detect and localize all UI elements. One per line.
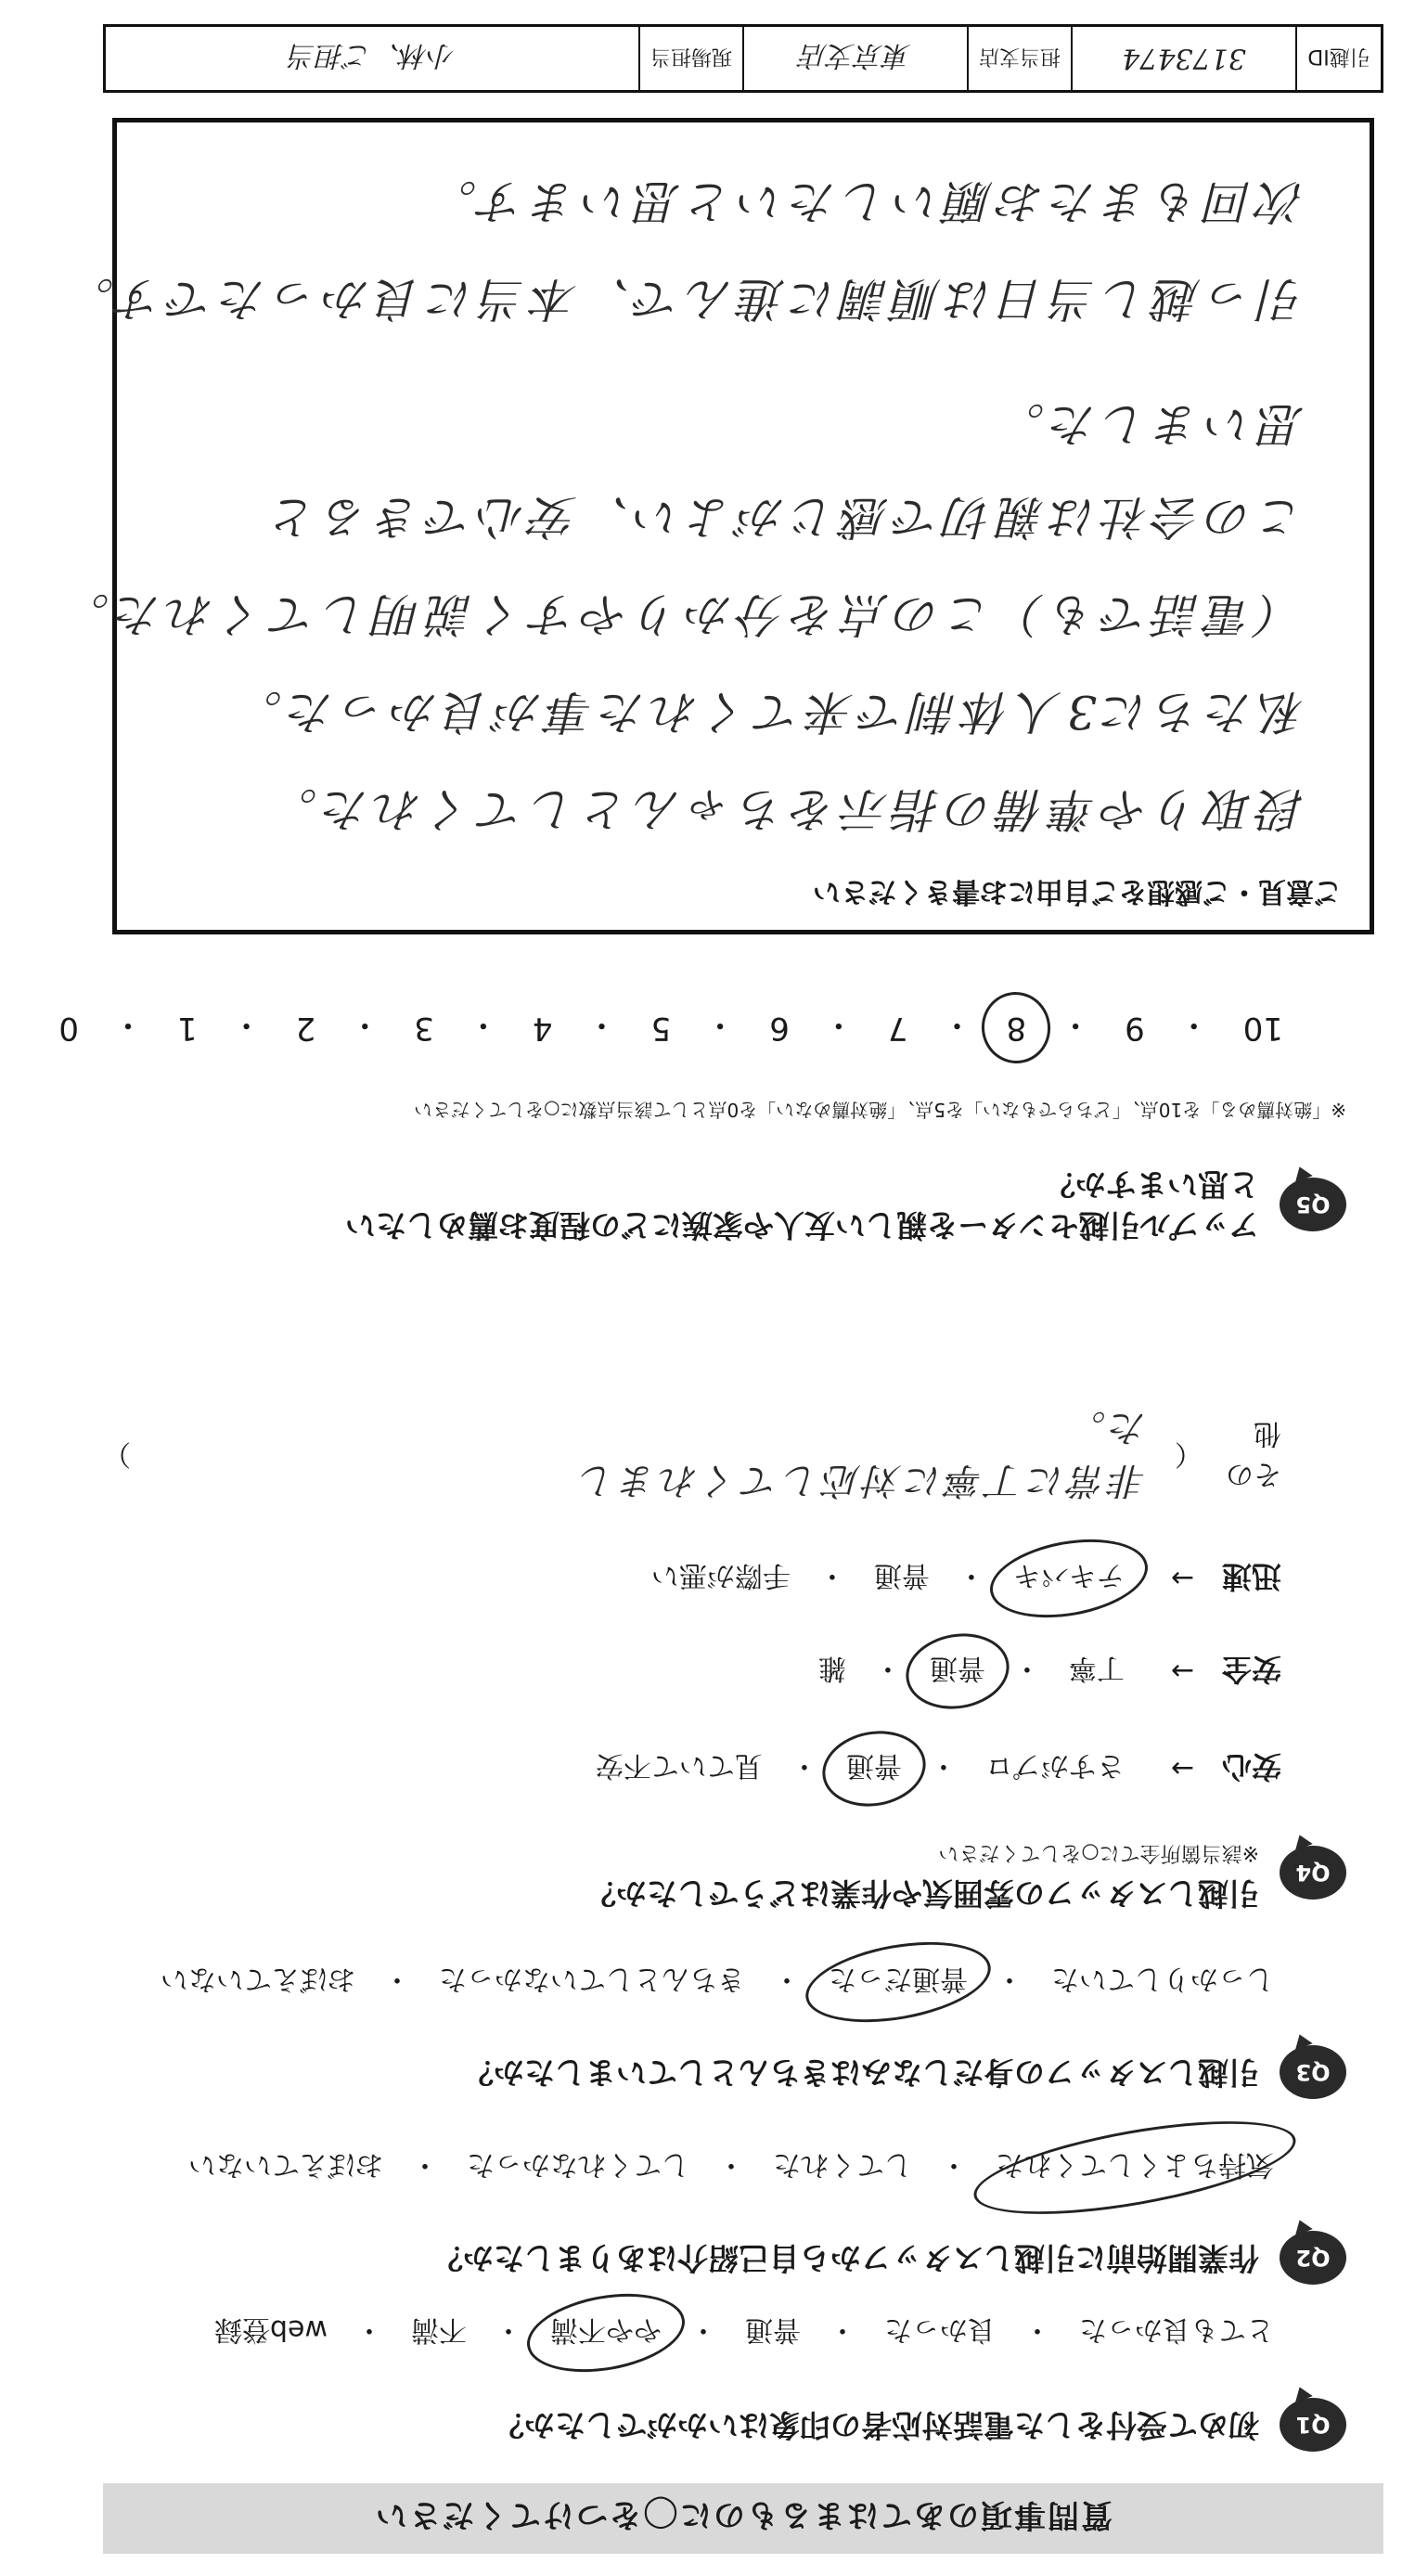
q5-question: アップル引越センターを親しい友人や家族にどの程度お薦めしたいと思いますか？ — [344, 1166, 1259, 1243]
q2-option-selected[interactable]: 気持ちよくしてくれた — [988, 2144, 1281, 2192]
q1-option[interactable]: 普通 — [745, 2313, 801, 2346]
q5-scale: 10 ・ 9 ・ 8 ・ 7 ・ 6 ・ 5 ・ 4 ・ 3 ・ 2 ・ 1 ・ 0 — [51, 1005, 1291, 1050]
q4-question-block — [585, 1832, 1259, 1913]
arrow-icon: → — [1170, 1562, 1194, 1595]
manager-label: 現場担当 — [638, 27, 742, 90]
comment-line: この会社は親切で感じがよい、安心できると — [265, 490, 1305, 544]
q2-header — [432, 2231, 1346, 2285]
q4-other: その他 （ 非常に丁寧に対応してくれました。 ） — [103, 1404, 1281, 1510]
comment-line: 次回もまたお願いしたいと思います。 — [425, 174, 1305, 228]
q3-options: しっかりしていた ・ 普通だった ・ きちんとしていなかった ・ おぼえていない — [153, 1958, 1281, 2006]
q4-question: 引越しスタッフの雰囲気や作業はどうでしたか？ — [585, 1875, 1259, 1912]
comment-line: 引っ越し当日は順調に進んで、本当に良かったです。 — [62, 272, 1305, 326]
q4-note: ※該当箇所全てに○をしてください — [938, 1841, 1259, 1864]
q4-option[interactable]: さすがプロ — [984, 1749, 1125, 1782]
q5-badge: Q5 — [1280, 1178, 1346, 1231]
q3-option[interactable]: きちんとしていなかった — [439, 1963, 745, 1995]
comment-line: （電話でも）この点を分かりやすく説明してくれた。 — [58, 587, 1305, 641]
q3-badge: Q3 — [1280, 2045, 1346, 2099]
comment-line: 思いました。 — [993, 397, 1305, 451]
q3-question: 引越しスタッフの身だしなみはきちんとしていましたか？ — [463, 2054, 1259, 2091]
q4-option-selected[interactable]: 普通 — [839, 1745, 909, 1793]
q5-score[interactable]: 5 — [650, 1010, 672, 1047]
q1-option[interactable]: とても良かった — [1079, 2313, 1274, 2346]
q4-option-selected[interactable]: 普通 — [922, 1647, 993, 1695]
q2-badge: Q2 — [1280, 2231, 1346, 2285]
q5-note: ※「絶対薦める」を10点、「どちらでもない」を5点、「絶対薦めない」を0点として該当点数に○をしてください — [414, 1099, 1346, 1121]
q4-other-label: その他 — [1226, 1417, 1281, 1490]
q1-option[interactable]: 良かった — [884, 2313, 996, 2346]
q5-score[interactable]: 10 — [1242, 1010, 1283, 1047]
q5-score[interactable]: 3 — [414, 1010, 434, 1047]
q4-option[interactable]: 見ていて不安 — [595, 1749, 763, 1782]
q3-option[interactable]: しっかりしていた — [1051, 1963, 1274, 1995]
q4-header — [585, 1832, 1346, 1913]
q5-score[interactable]: 6 — [769, 1010, 790, 1047]
q2-options: 気持ちよくしてくれた ・ してくれた ・ してくれなかった ・ おぼえていない — [181, 2144, 1281, 2192]
q1-badge: Q1 — [1280, 2398, 1346, 2452]
q1-options: とても良かった ・ 良かった ・ 普通 ・ やや不満 ・ 不満 ・ web登録 — [207, 2309, 1281, 2357]
instructions-banner: 質問事項のあてはまるものに◯をつけてください — [103, 2483, 1383, 2554]
q3-option[interactable]: おぼえていない — [161, 1963, 355, 1995]
q2-option[interactable]: おぼえていない — [188, 2148, 383, 2181]
q1-option[interactable]: 不満 — [411, 2313, 467, 2346]
q3-option-selected[interactable]: 普通だった — [821, 1958, 975, 2006]
q1-question: 初めて受付をした電話対応者の印象はいかがでしたか？ — [494, 2407, 1259, 2443]
branch-value: 東京支店 — [742, 27, 967, 90]
comment-line: 段取りや準備の指示をちゃんとしてくれた。 — [265, 782, 1305, 836]
q5-score[interactable]: 4 — [532, 1010, 553, 1047]
q5-score[interactable]: 0 — [58, 1010, 79, 1047]
comments-box[interactable] — [58, 118, 1374, 934]
comment-line: 私たちに3人体制で来てくれた事が良かった。 — [230, 685, 1305, 739]
q5-score-selected[interactable]: 8 — [998, 1005, 1034, 1050]
q4-badge: Q4 — [1280, 1846, 1346, 1900]
q4-row-label: 迅速 — [1221, 1559, 1281, 1594]
id-label: 引越ID — [1295, 27, 1381, 90]
q4-option[interactable]: 普通 — [873, 1559, 930, 1591]
q2-option[interactable]: してくれた — [773, 2148, 912, 2181]
q2-option[interactable]: してくれなかった — [467, 2148, 689, 2181]
arrow-icon: → — [1170, 1752, 1194, 1785]
q5-score[interactable]: 1 — [176, 1010, 198, 1047]
manager-value: 小林、ご担当 — [289, 39, 456, 71]
office-use-footer — [103, 24, 1383, 93]
q4-other-text[interactable]: 非常に丁寧に対応してくれました。 — [574, 1406, 1147, 1501]
q5-score[interactable]: 7 — [887, 1010, 908, 1047]
comments-title: ご意見・ご感想をご自由にお書きください — [813, 875, 1342, 908]
q1-option-selected[interactable]: やや不満 — [543, 2309, 669, 2357]
q4-row-label: 安心 — [1221, 1749, 1281, 1784]
id-value: 3173474 — [1071, 27, 1295, 90]
q4-option[interactable]: 雑 — [817, 1652, 846, 1684]
q3-header — [463, 2045, 1346, 2099]
q5-score[interactable]: 9 — [1125, 1010, 1145, 1047]
branch-label: 担当支店 — [967, 27, 1071, 90]
q4-row-anshin: 安心 → さすがプロ ・ 普通 ・ 見ていて不安 — [588, 1745, 1281, 1793]
q4-option[interactable]: 手際が悪い — [650, 1559, 791, 1591]
q4-row-anzen: 安全 → 丁寧 ・ 普通 ・ 雑 — [811, 1647, 1281, 1695]
q1-option[interactable]: web登録 — [213, 2313, 328, 2346]
q4-option-selected[interactable]: テキパキ — [1006, 1554, 1132, 1603]
q4-option[interactable]: 丁寧 — [1068, 1652, 1125, 1684]
q4-row-label: 安全 — [1221, 1652, 1281, 1687]
survey-card — [58, 11, 1383, 2563]
arrow-icon: → — [1170, 1655, 1194, 1688]
q5-score[interactable]: 2 — [295, 1010, 316, 1047]
q2-question: 作業開始前に引越しスタッフから自己紹介はありましたか？ — [432, 2240, 1259, 2276]
q1-header — [494, 2398, 1346, 2452]
q5-header — [331, 1164, 1346, 1245]
q4-row-jinsoku: 迅速 → テキパキ ・ 普通 ・ 手際が悪い — [644, 1554, 1281, 1603]
